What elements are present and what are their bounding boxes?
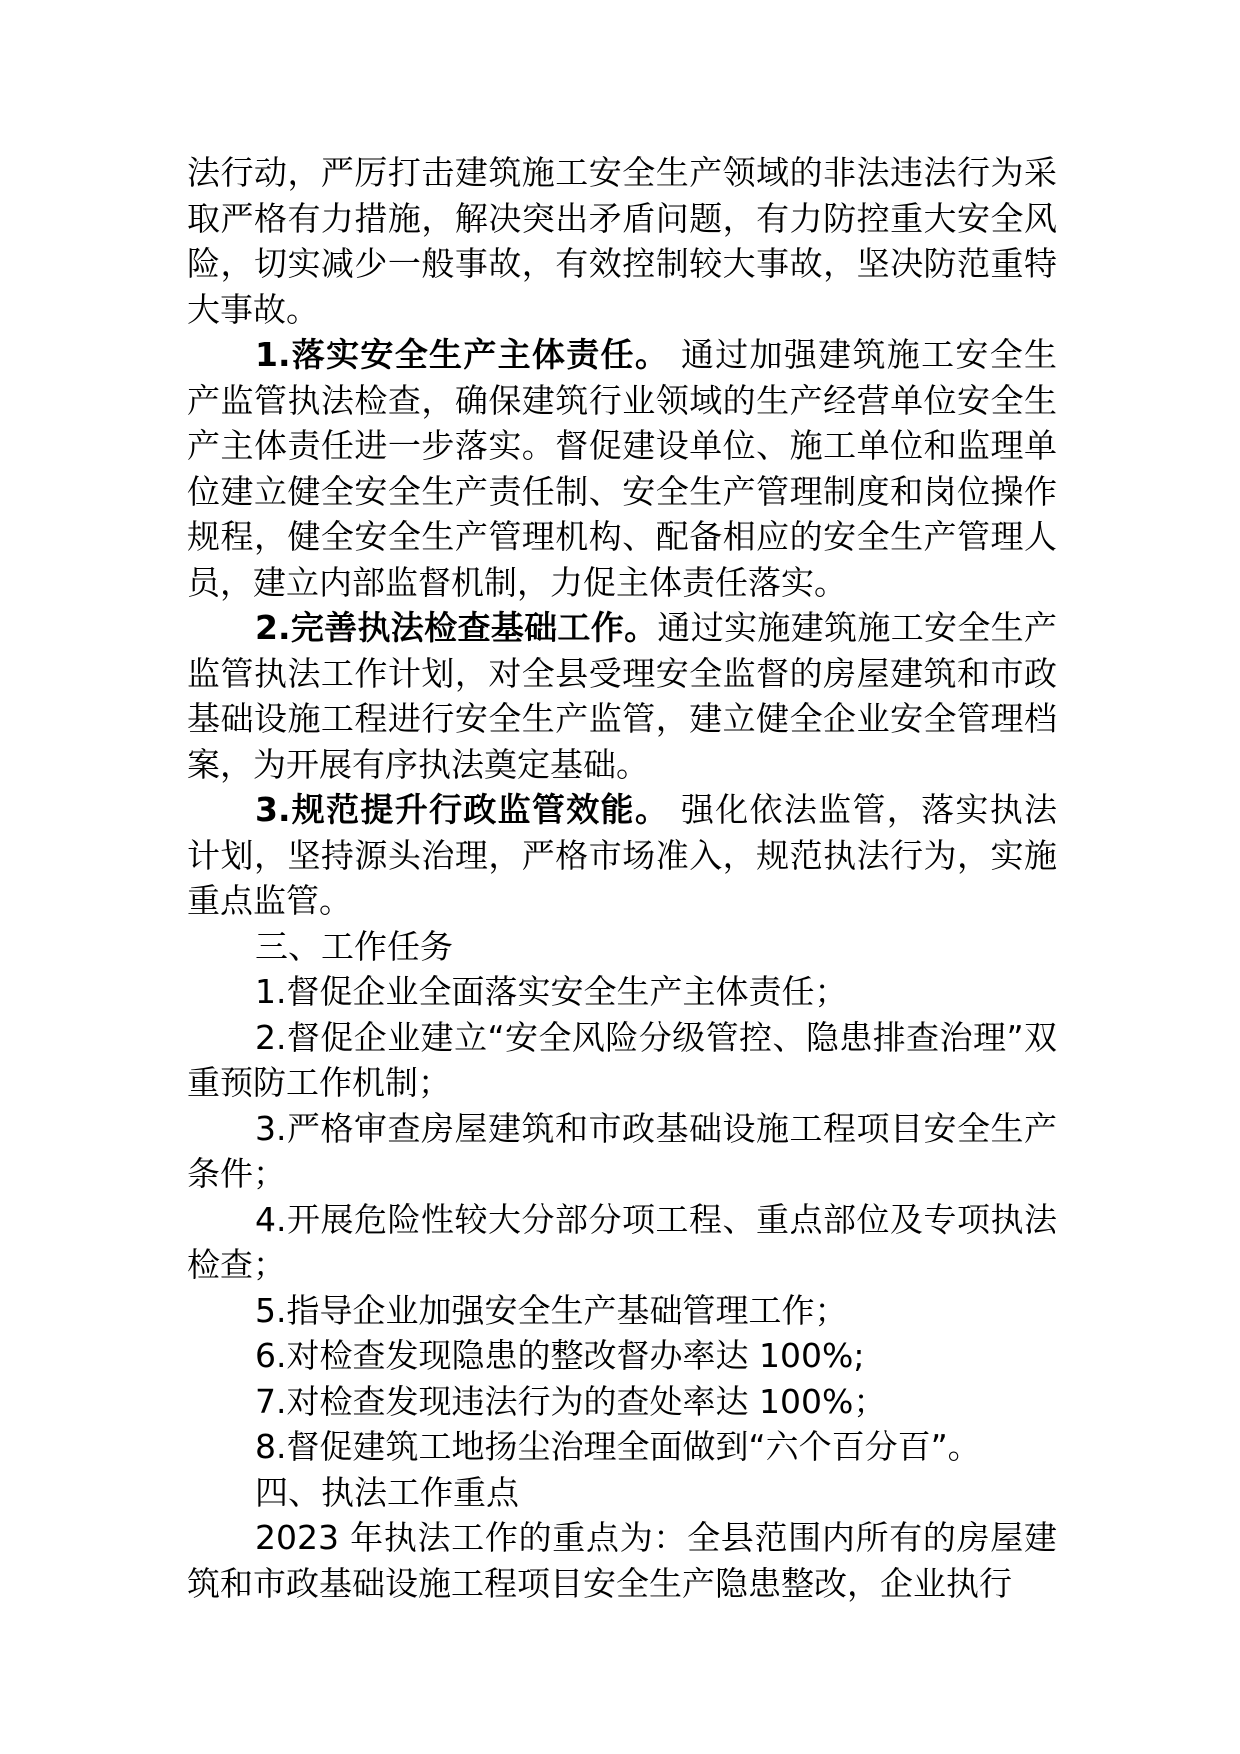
task-text: 6.对检查发现隐患的整改督办率达 100%; (255, 1336, 865, 1375)
goal-2-heading: 2.完善执法检查基础工作。 (255, 608, 658, 647)
section-heading-work-tasks (187, 924, 1057, 970)
section-heading-text: 四、执法工作重点 (255, 1472, 519, 1512)
focus-paragraph (187, 1515, 1057, 1606)
task-text: 4.开展危险性较大分部分项工程、重点部位及专项执法检查； (187, 1199, 1057, 1284)
task-text: 2.督促企业建立“安全风险分级管控、隐患排查治理”双重预防工作机制； (187, 1017, 1057, 1102)
task-text: 1.督促企业全面落实安全生产主体责任； (255, 972, 848, 1011)
task-item-8 (187, 1424, 1057, 1470)
goal-3-paragraph (187, 787, 1057, 924)
section-heading-text: 三、工作任务 (255, 926, 453, 966)
section-heading-enforcement-focus (187, 1470, 1057, 1516)
task-item-3 (187, 1106, 1057, 1197)
paragraph-text: 2023 年执法工作的重点为：全县范围内所有的房屋建筑和市政基础设施工程项目安全生产隐患整改，企业执行 (187, 1518, 1057, 1603)
goal-1-paragraph (187, 332, 1057, 605)
task-item-4 (187, 1197, 1057, 1288)
task-item-2 (187, 1015, 1057, 1106)
paragraph-text: 强化依法监管，落实执法计划，坚持源头治理，严格市场准入，规范执法行为，实施重点监管。 (187, 790, 1057, 920)
task-item-6 (187, 1333, 1057, 1379)
paragraph-text: 通过实施建筑施工安全生产监管执法工作计划，对全县受理安全监督的房屋建筑和市政基础设施工程进行安全生产监管，建立健全企业安全管理档案，为开展有序执法奠定基础。 (187, 608, 1058, 784)
task-item-1 (187, 969, 1057, 1015)
paragraph-text: 通过加强建筑施工安全生产监管执法检查，确保建筑行业领域的生产经营单位安全生产主体责任进一步落实。督促建设单位、施工单位和监理单位建立健全安全生产责任制、安全生产管理制度和岗位操作规程，健全安全生产管理机构、配备相应的安全生产管理人员，建立内部监督机制，力促主体责任落实。 (187, 335, 1057, 602)
document-body (187, 150, 1057, 1606)
task-text: 8.督促建筑工地扬尘治理全面做到“六个百分百”。 (255, 1427, 981, 1466)
intro-paragraph (187, 150, 1057, 332)
paragraph-text: 法行动，严厉打击建筑施工安全生产领域的非法违法行为采取严格有力措施，解决突出矛盾问题，有力防控重大安全风险，切实减少一般事故，有效控制较大事故，坚决防范重特大事故。 (187, 153, 1057, 329)
task-text: 3.严格审查房屋建筑和市政基础设施工程项目安全生产条件； (187, 1108, 1057, 1193)
task-item-5 (187, 1288, 1057, 1334)
goal-1-heading: 1.落实安全生产主体责任。 (255, 335, 670, 374)
task-item-7 (187, 1379, 1057, 1425)
task-text: 7.对检查发现违法行为的查处率达 100%； (255, 1381, 887, 1421)
goal-2-paragraph (187, 605, 1057, 787)
task-text: 5.指导企业加强安全生产基础管理工作； (255, 1290, 848, 1330)
goal-3-heading: 3.规范提升行政监管效能。 (255, 790, 670, 829)
